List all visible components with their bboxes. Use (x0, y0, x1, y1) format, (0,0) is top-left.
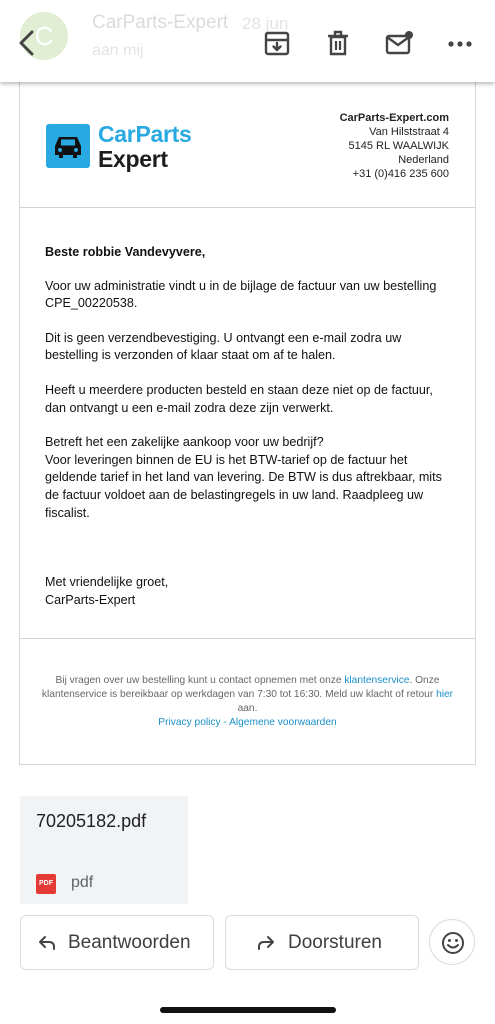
smiley-icon (441, 931, 465, 955)
business-question: Betreft het een zakelijke aankoop voor uw bedrijf? (45, 435, 324, 450)
email-card (19, 82, 476, 765)
logo-text-line1: CarParts (98, 121, 192, 147)
carparts-expert-logo (46, 122, 202, 170)
mark-unread-icon[interactable] (384, 28, 414, 58)
paragraph-business (45, 434, 455, 522)
footer-text: Bij vragen over uw bestelling kunt u contact opnemen met onze (55, 675, 345, 686)
terms-link[interactable]: Algemene voorwaarden (229, 717, 337, 728)
address-city: 5145 RL WAALWIJK (348, 140, 449, 152)
footer-separator: - (220, 717, 230, 728)
delete-icon[interactable] (323, 28, 353, 58)
attachment-filename: 70205182.pdf (36, 811, 147, 831)
logo-text-line2: Expert (98, 146, 168, 172)
customer-service-link[interactable]: klantenservice (344, 675, 410, 686)
privacy-policy-link[interactable]: Privacy policy (158, 717, 221, 728)
sender-name: CarParts-Expert (92, 12, 229, 33)
paragraph-shipping: Dit is geen verzendbevestiging. U ontvangt een e-mail zodra uw bestelling is verzonden of klaar staat om af te halen. (45, 330, 402, 363)
footer-text: . Onze klantenservice is bereikbaar op werkdagen van 7:30 tot 16:30. Meld uw klacht of retour (41, 675, 440, 700)
divider (20, 638, 475, 639)
divider (20, 207, 475, 208)
forward-label: Doorsturen (288, 932, 382, 953)
company-name: CarParts-Expert.com (339, 112, 449, 124)
recipient-label: aan mij (92, 42, 144, 59)
paragraph-multiple-products: Heeft u meerdere producten besteld en staan deze niet op de factuur, dan ontvangt u een e-mail zodra deze zijn verwerkt. (45, 382, 433, 415)
app-bar (0, 0, 495, 82)
emoji-reaction-button[interactable] (429, 919, 475, 965)
footer-text: aan. (237, 703, 258, 714)
email-body (45, 244, 455, 609)
email-date: 28 jun (242, 14, 289, 33)
more-icon[interactable] (445, 28, 475, 58)
car-icon (46, 124, 90, 168)
attachment-type: pdf (71, 874, 94, 891)
attachment-card[interactable] (20, 796, 188, 904)
reply-icon (37, 933, 57, 953)
sender-avatar: C (20, 12, 68, 60)
back-arrow-icon[interactable] (12, 28, 42, 58)
address-street: Van Hilststraat 4 (369, 126, 449, 138)
home-indicator[interactable] (160, 1007, 336, 1013)
pdf-icon: PDF (36, 874, 56, 894)
archive-icon[interactable] (262, 28, 292, 58)
signature: CarParts-Expert (45, 592, 136, 607)
forward-icon (256, 933, 276, 953)
reply-label: Beantwoorden (68, 932, 191, 953)
address-country: Nederland (398, 154, 449, 166)
complaint-link[interactable]: hier (436, 689, 454, 700)
email-footer (40, 674, 455, 730)
company-address (340, 111, 449, 181)
paragraph-invoice: Voor uw administratie vindt u in de bijlage de factuur van uw bestelling CPE_00220538. (45, 278, 437, 311)
business-vat-info: Voor leveringen binnen de EU is het BTW-tarief op de factuur het geldende tarief in het land van levering. De BTW is dus aftrekbaar, mits de factuur voldoet aan de belastingregels in uw land. Raadpleeg uw fiscalist. (45, 452, 442, 520)
company-phone: +31 (0)416 235 600 (352, 168, 449, 180)
forward-button[interactable] (225, 915, 419, 970)
closing: Met vriendelijke groet, (45, 575, 169, 590)
reply-button[interactable] (20, 915, 214, 970)
greeting: Beste robbie Vandevyvere, (45, 245, 206, 259)
